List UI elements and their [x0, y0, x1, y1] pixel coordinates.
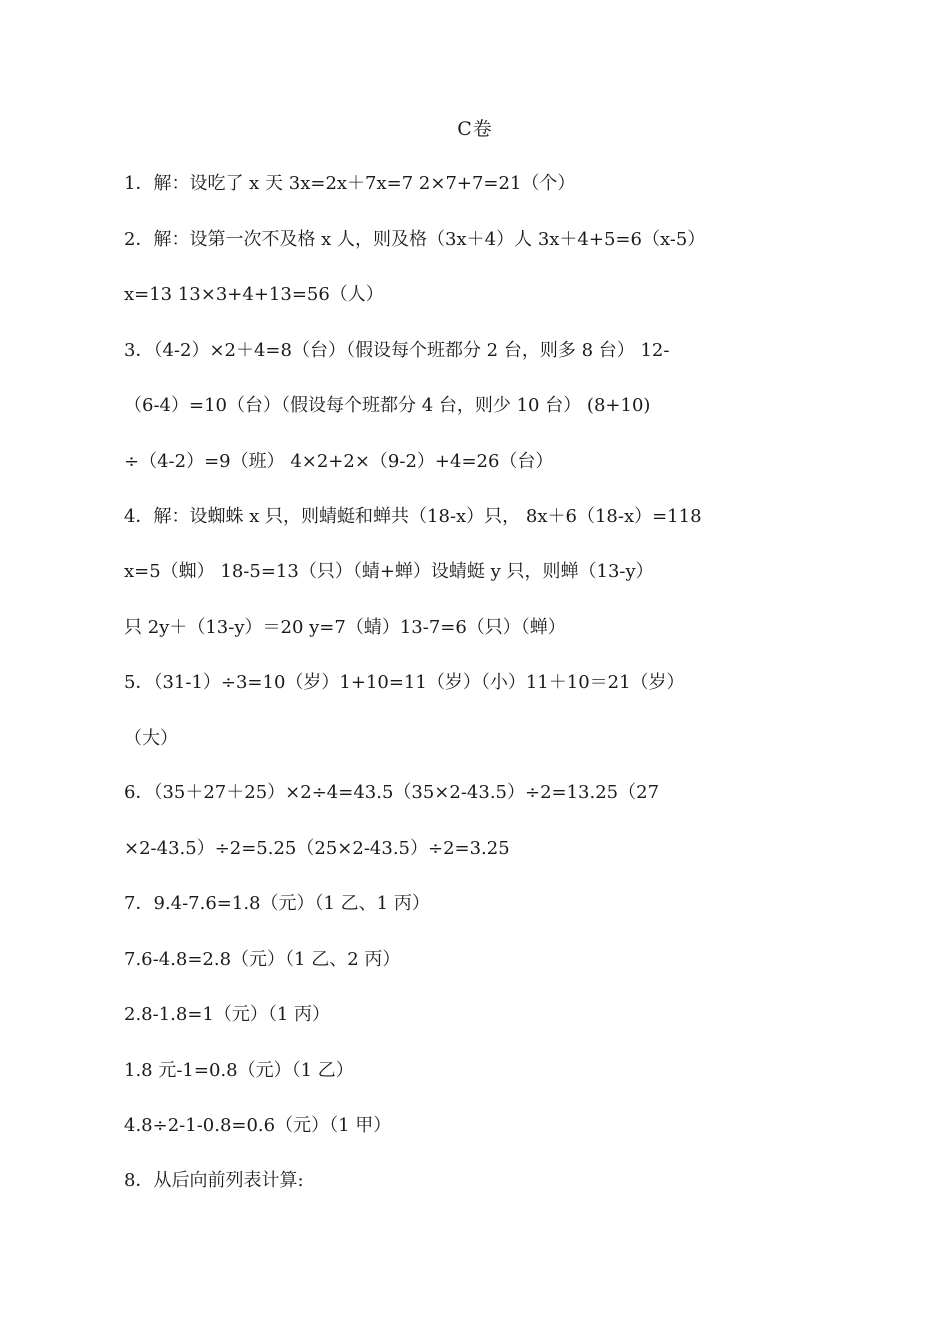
text-line: 5．（31-1）÷3=10（岁）1+10=11（岁）（小）11＋10＝21（岁）	[124, 672, 685, 693]
text-line: 2.8-1.8=1（元）（1 丙）	[124, 1004, 331, 1025]
text-line: ×2-43.5）÷2=5.25（25×2-43.5）÷2=3.25	[124, 838, 510, 859]
text-line: ÷（4-2）=9（班） 4×2+2×（9-2）+4=26（台）	[124, 451, 554, 472]
text-line: 1.8 元-1=0.8（元）（1 乙）	[124, 1060, 354, 1081]
page-title: C卷	[457, 118, 493, 140]
text-line: 8．从后向前列表计算:	[124, 1170, 304, 1191]
text-line: x=13 13×3+4+13=56（人）	[124, 284, 384, 305]
text-line: 7.6-4.8=2.8（元）（1 乙、2 丙）	[124, 949, 401, 970]
text-line: x=5（蜘） 18-5=13（只）（蜻+蝉）设蜻蜓 y 只，则蝉（13-y）	[124, 561, 654, 582]
text-line: 4.8÷2-1-0.8=0.6（元）（1 甲）	[124, 1115, 392, 1136]
text-line: 1．解：设吃了 x 天 3x=2x＋7x=7 2×7+7=21（个）	[124, 173, 576, 194]
text-line: 2．解：设第一次不及格 x 人，则及格（3x＋4）人 3x＋4+5=6（x-5）	[124, 229, 706, 250]
text-line: （大）	[124, 728, 178, 749]
text-line: 3．（4-2）×2＋4=8（台）（假设每个班都分 2 台，则多 8 台） 12-	[124, 340, 670, 361]
text-line: 7．9.4-7.6=1.8（元）（1 乙、1 丙）	[124, 893, 430, 914]
text-line: 4．解：设蜘蛛 x 只，则蜻蜓和蝉共（18-x）只， 8x＋6（18-x）=118	[124, 506, 702, 527]
text-line: 6．（35＋27＋25）×2÷4=43.5（35×2-43.5）÷2=13.25（27	[124, 782, 660, 803]
text-line: 只 2y＋（13-y）＝20 y=7（蜻）13-7=6（只）（蝉）	[124, 617, 566, 638]
text-line: （6-4）=10（台）（假设每个班都分 4 台，则少 10 台） (8+10)	[124, 395, 651, 416]
